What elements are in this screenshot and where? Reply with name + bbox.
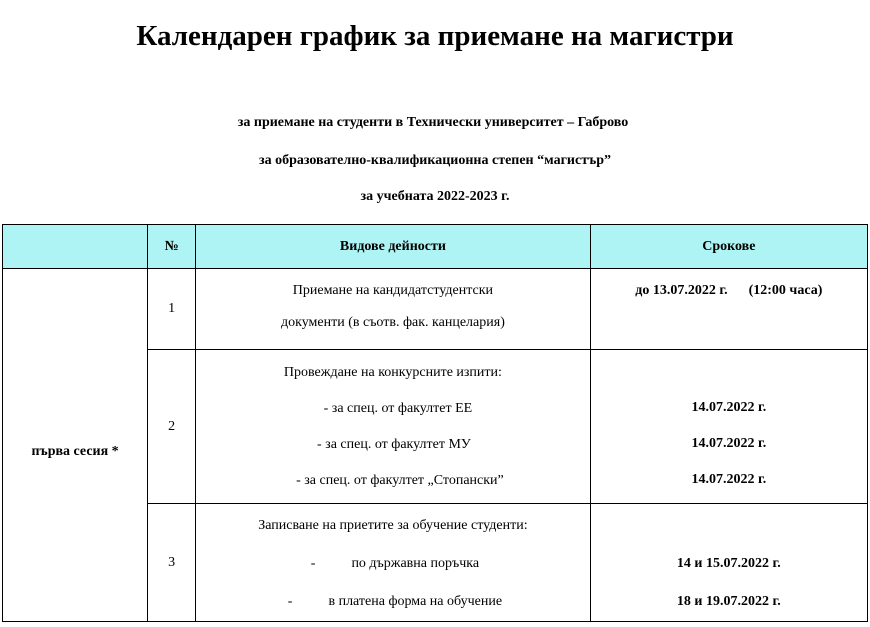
deadline-cell [590,504,867,622]
subtitle-line-2: за образователно-квалификационна степен “магистър” [258,153,612,168]
deadline-cell [590,269,867,350]
deadline-cell [590,350,867,504]
row-number: 1 [148,269,196,350]
header-session [3,225,148,269]
activity-cell [196,350,590,504]
deadline-line: 14.07.2022 г. [691,400,767,415]
activity-line: Провеждане на конкурсните изпити: [283,365,502,380]
deadline-line: 18 и 19.07.2022 г. [676,594,781,609]
activity-line: в платена форма на обучение [328,594,503,609]
header-activities: Видове дейности [196,225,590,269]
activity-line: Записване на приетите за обучение студенти: [258,518,528,533]
header-deadlines: Срокове [590,225,867,269]
deadline-line: 14.07.2022 г. [691,472,767,487]
activity-cell [196,504,590,622]
activity-line: - за спец. от факултет „Стопански” [296,473,504,488]
table-header-row [3,225,868,269]
page-title: Календарен график за приемане на магистри [136,20,734,52]
row-number: 3 [148,504,196,622]
subtitle-line-1: за приемане на студенти в Технически университет – Габрово [237,115,629,130]
bullet-dash: - [310,556,316,571]
activity-line: по държавна поръчка [351,556,480,571]
header-number: № [148,225,196,269]
session-label: първа сесия * [3,269,148,622]
activity-line: Приемане на кандидатстудентски [292,283,494,298]
activity-bullet-line [196,556,589,572]
deadline-line: 14 и 15.07.2022 г. [676,556,781,571]
activity-bullet-line [196,594,589,610]
activity-line: документи (в съотв. фак. канцелария) [280,315,505,330]
table-row [3,269,868,350]
activity-line: - за спец. от факултет ЕЕ [323,401,473,416]
bullet-dash: - [287,594,293,609]
deadline-line: до 13.07.2022 г. (12:00 часа) [635,283,823,298]
schedule-table [2,224,868,622]
row-number: 2 [148,350,196,504]
activity-cell [196,269,590,350]
activity-line: - за спец. от факултет МУ [317,437,471,452]
subtitle-line-3: за учебната 2022-2023 г. [360,189,510,204]
deadline-line: 14.07.2022 г. [691,436,767,451]
